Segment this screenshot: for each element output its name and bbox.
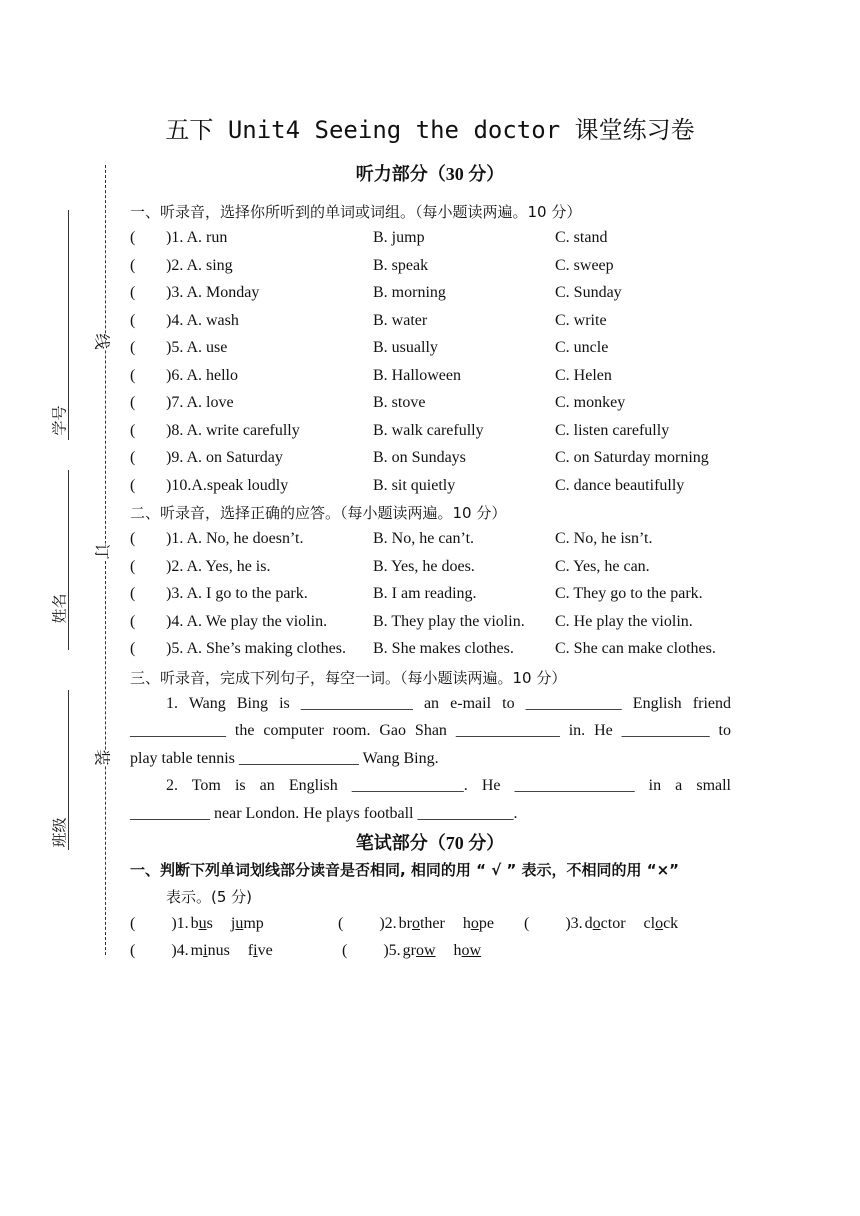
listening1-question-row — [130, 257, 740, 279]
binder-char-order: 订 — [92, 543, 115, 559]
option-c: C. Yes, he can. — [555, 557, 650, 575]
option-a: )6. A. hello — [166, 366, 238, 384]
word-two — [248, 942, 273, 959]
word-part: ve — [257, 942, 273, 959]
option-b: B. No, he can’t. — [373, 530, 475, 547]
listening1-question-row — [130, 422, 740, 444]
option-b: B. sit quietly — [373, 476, 456, 494]
word-part: nus — [207, 942, 230, 959]
option-a: )5. A. She’s making clothes. — [166, 640, 346, 657]
option-c: C. write — [555, 311, 607, 329]
option-a: )1. A. No, he doesn’t. — [166, 530, 304, 547]
word-part: gr — [402, 942, 416, 959]
option-a: )3. A. Monday — [166, 284, 260, 301]
item-number: )4. — [171, 942, 189, 959]
answer-bracket[interactable]: ( — [130, 942, 136, 959]
fill-line: play table tennis _______________ Wang Bing. — [130, 750, 439, 767]
word-part: ctor — [600, 915, 626, 932]
answer-bracket[interactable]: ( — [524, 915, 530, 932]
word-one — [191, 942, 230, 959]
underlined-letters: o — [470, 915, 479, 932]
fill-line: 1. Wang Bing is ______________ an e-mail to ____________ English friend — [166, 695, 731, 712]
underlined-letters: u — [235, 915, 244, 932]
listening2-question-row — [130, 640, 740, 662]
page-title: 五下 Unit4 Seeing the doctor 课堂练习卷 — [165, 116, 695, 144]
section1-heading: 一、听录音，选择你所听到的单词或词组。（每小题读两遍。10 分） — [130, 203, 582, 221]
answer-bracket[interactable]: ( — [130, 640, 136, 657]
word-two — [463, 915, 494, 932]
fill-line: 2. Tom is an English ______________. He _______________ in a small — [166, 777, 731, 794]
answer-bracket[interactable]: ( — [130, 421, 136, 439]
word-part: h — [453, 942, 462, 959]
underlined-letters: o — [655, 915, 664, 932]
option-a: )3. A. I go to the park. — [166, 585, 308, 602]
answer-bracket[interactable]: ( — [338, 915, 344, 932]
answer-bracket[interactable]: ( — [130, 915, 136, 932]
option-b: B. I am reading. — [373, 585, 477, 602]
option-c: C. sweep — [555, 256, 614, 274]
option-b: B. She makes clothes. — [373, 640, 514, 657]
answer-bracket[interactable]: ( — [130, 284, 136, 301]
word-part: b — [190, 915, 199, 932]
option-b: B. Halloween — [373, 366, 461, 384]
writing-header: 笔试部分（70 分） — [355, 833, 505, 853]
word-one — [191, 915, 213, 932]
option-b: B. They play the violin. — [373, 612, 525, 630]
word-two — [231, 915, 264, 932]
option-c: C. stand — [555, 229, 608, 246]
answer-bracket[interactable]: ( — [130, 256, 136, 274]
listening1-question-row — [130, 394, 740, 416]
listening1-question-row — [130, 449, 740, 471]
option-b: B. usually — [373, 339, 438, 356]
answer-bracket[interactable]: ( — [130, 394, 136, 411]
underlined-letters: ow — [461, 942, 482, 959]
word-one — [585, 915, 626, 932]
item-number: )1. — [171, 915, 189, 932]
binder-char-bind: 装 — [92, 749, 115, 765]
option-c: C. uncle — [555, 339, 609, 356]
answer-bracket[interactable]: ( — [130, 476, 136, 494]
answer-bracket[interactable]: ( — [130, 339, 136, 356]
listening1-question-row — [130, 477, 740, 499]
word-one — [399, 915, 445, 932]
listening2-question-row — [130, 530, 740, 552]
listening2-question-row — [130, 613, 740, 635]
name-label: 姓名 — [50, 593, 69, 624]
word-part: d — [584, 915, 593, 932]
answer-bracket[interactable]: ( — [130, 530, 136, 547]
option-a: )8. A. write carefully — [166, 421, 300, 439]
listening1-question-row — [130, 367, 740, 389]
writing1-heading-cont: 表示。(5 分) — [166, 888, 253, 906]
underlined-letters: u — [198, 915, 207, 932]
option-c: C. monkey — [555, 394, 626, 411]
answer-bracket[interactable]: ( — [130, 585, 136, 602]
option-a: )5. A. use — [166, 339, 228, 356]
option-c: C. Helen — [555, 366, 612, 384]
class-label: 班级 — [50, 817, 69, 848]
option-a: )2. A. sing — [166, 256, 233, 274]
pronunciation-item — [338, 915, 494, 933]
option-c: C. No, he isn’t. — [555, 530, 653, 547]
option-b: B. speak — [373, 256, 429, 274]
option-a: )4. A. wash — [166, 311, 239, 329]
option-c: C. They go to the park. — [555, 585, 703, 602]
fill-line: ____________ the computer room. Gao Shan _____________ in. He ___________ to — [130, 722, 731, 739]
fill-line: __________ near London. He plays football ____________. — [130, 805, 518, 822]
listening1-question-row — [130, 284, 740, 306]
student-id-label: 学号 — [50, 405, 69, 436]
word-part: ck — [663, 915, 679, 932]
underlined-letters: o — [592, 915, 601, 932]
listening1-question-row — [130, 339, 740, 361]
word-part: h — [462, 915, 471, 932]
answer-bracket[interactable]: ( — [130, 311, 136, 329]
option-a: )9. A. on Saturday — [166, 449, 283, 466]
pronunciation-item — [130, 915, 264, 933]
word-one — [403, 942, 436, 959]
option-c: C. listen carefully — [555, 421, 670, 439]
listening2-question-row — [130, 585, 740, 607]
word-part: ther — [419, 915, 445, 932]
option-b: B. on Sundays — [373, 449, 466, 466]
word-two — [644, 915, 679, 932]
word-part: j — [230, 915, 236, 932]
pronunciation-item — [342, 942, 481, 960]
word-two — [454, 942, 482, 959]
option-c: C. dance beautifully — [555, 476, 685, 494]
word-part: f — [247, 942, 254, 959]
option-c: C. on Saturday morning — [555, 449, 709, 466]
word-part: pe — [478, 915, 494, 932]
option-b: B. jump — [373, 229, 425, 246]
word-part: cl — [643, 915, 656, 932]
answer-bracket[interactable]: ( — [130, 449, 136, 466]
listening1-question-row — [130, 312, 740, 334]
option-b: B. walk carefully — [373, 421, 484, 439]
option-b: B. Yes, he does. — [373, 557, 475, 575]
answer-bracket[interactable]: ( — [130, 229, 136, 246]
word-part: s — [206, 915, 213, 932]
answer-bracket[interactable]: ( — [130, 612, 136, 630]
underlined-letters: o — [411, 915, 420, 932]
option-a: )2. A. Yes, he is. — [166, 557, 271, 575]
option-b: B. stove — [373, 394, 426, 411]
section2-heading: 二、听录音，选择正确的应答。（每小题读两遍。10 分） — [130, 504, 507, 522]
option-a: )4. A. We play the violin. — [166, 612, 328, 630]
option-a: )7. A. love — [166, 394, 234, 411]
option-c: C. She can make clothes. — [555, 640, 716, 657]
underlined-letters: i — [253, 942, 258, 959]
underlined-letters: ow — [415, 942, 436, 959]
option-c: C. Sunday — [555, 284, 622, 301]
underlined-letters: i — [203, 942, 208, 959]
item-number: )2. — [379, 915, 397, 932]
word-part: m — [190, 942, 204, 959]
pronunciation-item — [524, 915, 678, 933]
answer-bracket[interactable]: ( — [342, 942, 348, 959]
word-part: mp — [243, 915, 264, 932]
listening2-question-row — [130, 558, 740, 580]
option-a: )1. A. run — [166, 229, 228, 246]
word-part: br — [398, 915, 412, 932]
writing1-heading: 一、判断下列单词划线部分读音是否相同, 相同的用 “ √ ” 表示，不相同的用 “×” — [130, 861, 680, 879]
answer-bracket[interactable]: ( — [130, 366, 136, 384]
listening1-question-row — [130, 229, 740, 251]
listening-header: 听力部分（30 分） — [355, 164, 505, 184]
section3-heading: 三、听录音，完成下列句子，每空一词。（每小题读两遍。10 分） — [130, 669, 567, 687]
option-a: )10.A.speak loudly — [166, 476, 289, 494]
option-b: B. water — [373, 311, 428, 329]
binder-char-line: 线 — [92, 333, 115, 349]
item-number: )3. — [565, 915, 583, 932]
answer-bracket[interactable]: ( — [130, 557, 136, 575]
item-number: )5. — [383, 942, 401, 959]
pronunciation-item — [130, 942, 273, 960]
option-c: C. He play the violin. — [555, 612, 693, 630]
option-b: B. morning — [373, 284, 446, 301]
